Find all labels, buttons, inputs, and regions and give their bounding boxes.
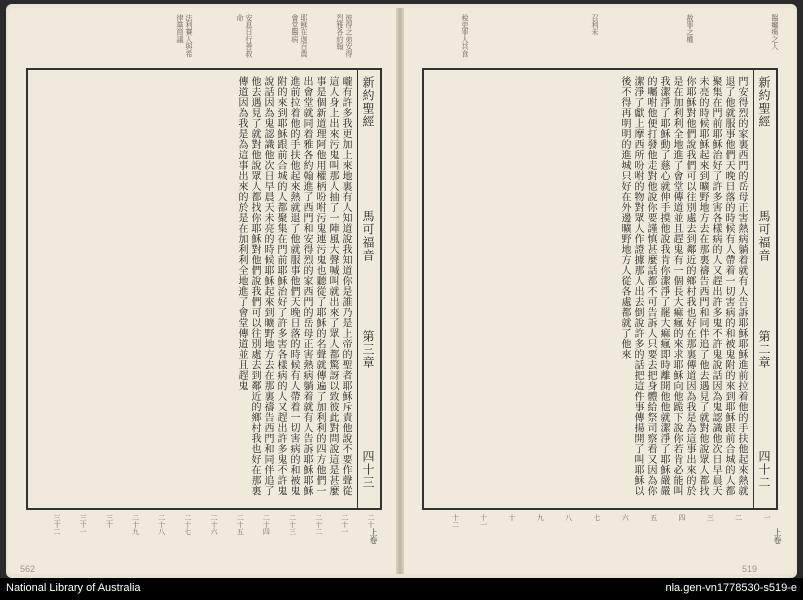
footnote-column: 九 — [536, 514, 545, 521]
left-text-frame — [26, 68, 382, 510]
running-book: 馬可福音 — [361, 210, 375, 262]
footnote-column: 二十八 — [157, 514, 166, 535]
running-chapter: 第三章 — [361, 330, 375, 369]
footnote-column: 三 — [706, 514, 715, 521]
head-note: 稅吏罪人共食 — [461, 14, 470, 58]
volume-label: 上卷 — [369, 528, 378, 544]
right-text-frame — [422, 68, 778, 510]
gutter — [396, 8, 404, 574]
footnote-column: 三十二 — [53, 514, 62, 535]
footnote-column: 二十一 — [340, 514, 349, 535]
head-note: 安息日行善救命 — [236, 14, 254, 58]
pencil-mark: 562 — [20, 564, 36, 574]
pencil-mark: 519 — [742, 564, 758, 574]
head-note: 召利未 — [591, 14, 600, 36]
footnote-column: 二十三 — [288, 514, 297, 535]
head-note: 彼得之弟安得烈雅各約翰 — [336, 14, 354, 58]
running-title: 新約聖經 — [361, 76, 375, 128]
head-note: 赦罪之權 — [686, 14, 695, 43]
footnote-column: 二十二 — [314, 514, 323, 535]
footnote-column: 二十四 — [262, 514, 271, 535]
right-body-text: 門安得烈的家裏西門的岳母正害熱病躺着就有人告訴耶穌耶穌進前拉着他的手扶他起來熱就退了他就服事他們天晚日落的時候有人帶着一切害病的和被鬼附的來到耶穌跟前合城的人都聚集在門前耶穌治好了許多害各樣病的人又趕出許多鬼不許鬼說話因為鬼認識他次日早晨天未亮的時候耶穌起來到曠野地方去在那裏禱告西門和同伴追了他去遇見了就對他說眾人都找你耶穌對他們說我們可以往別處去到鄰近的鄉村我也好在那裏傳道因為我是為這事出來的於是在加利利全地進了會堂傳道並且趕鬼有一個長大痲瘋的來求耶穌向他跪下說你若肯必能叫我潔淨了耶穌動了慈心就伸手摸他說我肯你潔淨了罷大痲瘋即時離開他他就潔淨了耶穌嚴嚴的囑咐他便打發他走對他說你要謹慎甚麼話都不可告訴人只要去把身體給祭司察看又因為你潔淨了獻上摩西所吩咐的物對眾人作證據那人出去倒說許多的話把這件事傳揚開了叫耶穌以後不得再明明的進城只好在外邊曠野地方人從各處都就了他來 — [619, 76, 747, 496]
footnote-column: 一 — [763, 514, 771, 521]
footnote-column: 二十五 — [236, 514, 245, 535]
image-identifier: nla.gen-vn1778530-s519-e — [665, 582, 797, 594]
right-page — [404, 8, 795, 574]
running-chapter: 第二章 — [757, 330, 771, 369]
footnote-column: 七 — [593, 514, 601, 521]
left-footnotes — [26, 514, 378, 566]
footnote-column: 三十 — [105, 514, 114, 528]
page-number: 四十二 — [757, 450, 771, 489]
footnote-column: 二十六 — [210, 514, 219, 535]
running-title: 新約聖經 — [757, 76, 771, 128]
footnote-column: 十 — [508, 514, 516, 521]
running-book: 馬可福音 — [757, 210, 771, 262]
footnote-column: 四 — [678, 514, 686, 521]
footnote-column: 三十一 — [79, 514, 88, 535]
library-credit: National Library of Australia — [6, 582, 141, 594]
right-head-notes — [422, 14, 780, 66]
footer-bar — [0, 578, 803, 600]
footnote-column: 二十 — [367, 514, 375, 528]
footnote-column: 二十七 — [183, 514, 192, 535]
left-head-notes — [26, 14, 378, 66]
head-note: 法利賽人與希律黨商議 — [176, 14, 194, 58]
footnote-column: 六 — [621, 514, 630, 521]
footnote-column: 二 — [734, 514, 743, 521]
volume-label: 上卷 — [773, 528, 782, 544]
right-running-head — [753, 70, 776, 508]
footnote-column: 十一 — [479, 514, 488, 528]
footnote-column: 十二 — [451, 514, 460, 528]
head-note: 耶穌在迦百農會堂醫病 — [291, 14, 309, 58]
book-spread — [6, 4, 797, 578]
left-body-text: 嚨有許多我更加上來地裏有人知道說我知道你是誰乃是上帝的聖者耶穌斥責他說不要作聲從這人身上出來污鬼叫那人抽了一陣風大聲喊叫就出來了眾人都驚訝以致彼此對問說這是甚麼事是個新道理阿他用權柄吩咐污鬼連污鬼也聽從了耶穌的名聲就傳遍了加利利的四方他們一出會堂就同着雅各約翰進了西門和安得烈的家西門的岳母正害熱病躺着就有人告訴耶穌耶穌進前拉着他的手扶他起來熱就退了他就服事他們天晚日落的時候有人帶着一切害病的和被鬼附的來到耶穌跟前合城的人都聚集在門前耶穌治好了許多害各樣病的人又趕出許多鬼不許鬼說話因為鬼認識他次日早晨天未亮的時候耶穌起來到曠野地方去在那裏禱告西門和同伴追了他去遇見了就對他說眾人都找你耶穌對他們說我們可以往別處去到鄰近的鄉村我也好在那裏傳道因為我是為這事出來的於是在加利利全地進了會堂傳道並且趕鬼 — [236, 76, 351, 496]
footnote-column: 五 — [649, 514, 658, 521]
left-running-head — [357, 70, 380, 508]
page-number: 四十三 — [361, 450, 375, 489]
footnote-column: 二十九 — [131, 514, 140, 535]
head-note: 醫癱瘓之人 — [771, 14, 780, 50]
left-page — [8, 8, 396, 574]
footnote-column: 八 — [564, 514, 573, 521]
right-footnotes — [422, 514, 774, 566]
